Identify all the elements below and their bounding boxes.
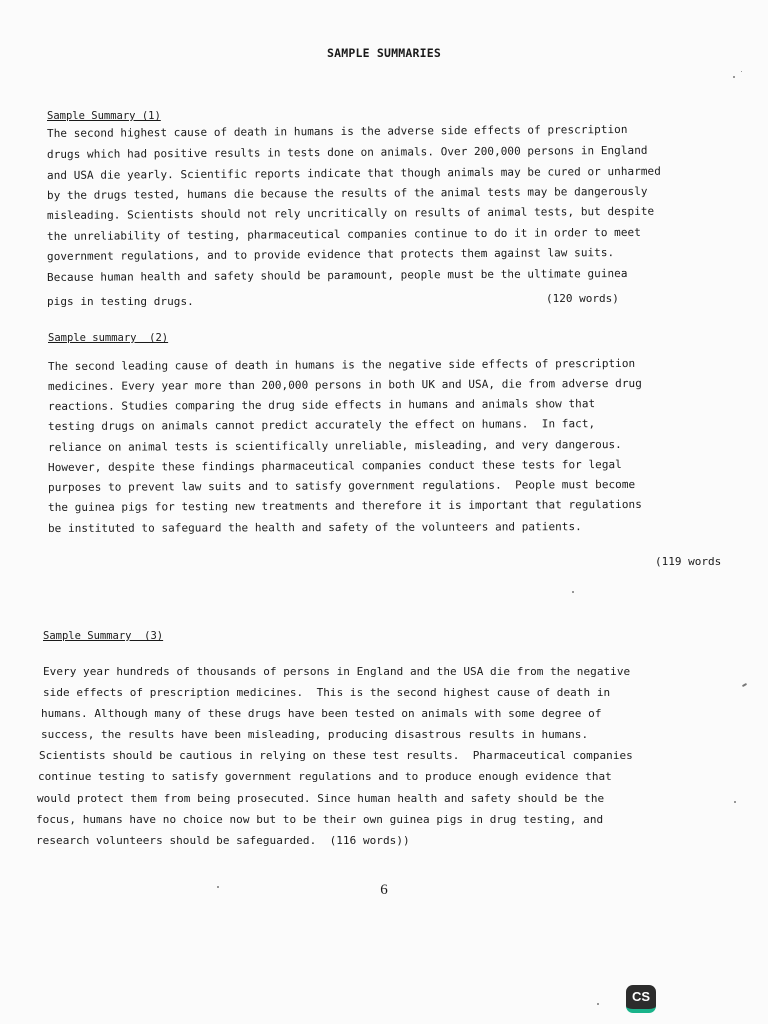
- summary-3-line: research volunteers should be safeguarded. (116 words)): [36, 834, 410, 847]
- page-title: SAMPLE SUMMARIES: [327, 46, 441, 60]
- summary-3-line: success, the results have been misleading, producing disastrous results in humans.: [41, 728, 589, 741]
- summary-1-line: pigs in testing drugs.: [47, 295, 194, 308]
- summary-3-line: Every year hundreds of thousands of persons in England and the USA die from the negative: [43, 665, 631, 678]
- camscanner-logo: CS: [626, 985, 656, 1013]
- summary-1-line: drugs which had positive results in tests done on animals. Over 200,000 persons in England: [46, 143, 648, 161]
- summary-1-line: the unreliability of testing, pharmaceutical companies continue to do it in order to meet: [46, 225, 641, 243]
- scan-speck: [572, 591, 574, 593]
- summary-3-line: Scientists should be cautious in relying on these test results. Pharmaceutical companies: [39, 749, 633, 762]
- summary-1-line: and USA die yearly. Scientific reports indicate that though animals may be cured or unharmed: [46, 164, 661, 182]
- summary-1-line: by the drugs tested, humans die because the results of the animal tests may be dangerously: [46, 184, 648, 202]
- scan-speck: [742, 683, 747, 687]
- summary-1-line: government regulations, and to provide evidence that protects them against law suits.: [46, 246, 615, 263]
- summary-1-line: Because human health and safety should be paramount, people must be the ultimate guinea: [46, 266, 628, 284]
- summary-2-line: testing drugs on animals cannot predict accurately the effect on humans. In fact,: [47, 417, 596, 433]
- summary-3-heading: Sample Summary (3): [43, 630, 164, 642]
- summary-2-word-count: (119 words: [655, 555, 722, 568]
- summary-2-line: The second leading cause of death in humans is the negative side effects of prescription: [47, 356, 636, 373]
- summary-3-line: continue testing to satisfy government regulations and to produce enough evidence that: [38, 770, 612, 783]
- summary-2-heading: Sample summary (2): [48, 332, 169, 344]
- scan-speck: [734, 801, 736, 803]
- summary-2-line: be instituted to safeguard the health and safety of the volunteers and patients.: [47, 520, 582, 535]
- summary-2-line: However, despite these findings pharmaceutical companies conduct these tests for legal: [47, 457, 622, 474]
- scan-speck: [597, 1003, 599, 1005]
- summary-2-line: medicines. Every year more than 200,000 persons in both UK and USA, die from adverse drug: [47, 376, 642, 393]
- page-number: 6: [380, 882, 388, 898]
- summary-2-line: reactions. Studies comparing the drug side effects in humans and animals show that: [47, 397, 596, 413]
- summary-3-line: would protect them from being prosecuted. Since human health and safety should be the: [37, 792, 605, 805]
- scan-speck: [733, 76, 735, 78]
- summary-3-line: side effects of prescription medicines. This is the second highest cause of death in: [43, 686, 611, 699]
- summary-1-line: misleading. Scientists should not rely uncritically on results of animal tests, but despite: [46, 204, 655, 222]
- summary-2-line: the guinea pigs for testing new treatments and therefore it is important that regulations: [47, 497, 642, 514]
- scan-speck: [741, 71, 742, 72]
- summary-2-line: reliance on animal tests is scientifically unreliable, misleading, and very dangerous.: [47, 437, 622, 454]
- summary-1-word-count: (120 words): [546, 292, 619, 305]
- summary-3-line: humans. Although many of these drugs have been tested on animals with some degree of: [41, 707, 602, 720]
- scan-speck: [217, 886, 219, 888]
- summary-3-line: focus, humans have no choice now but to be their own guinea pigs in drug testing, and: [36, 813, 604, 826]
- summary-2-line: purposes to prevent law suits and to satisfy government regulations. People must become: [47, 477, 636, 494]
- summary-1-line: The second highest cause of death in humans is the adverse side effects of prescription: [46, 122, 628, 140]
- summary-1-heading: Sample Summary (1): [47, 110, 161, 122]
